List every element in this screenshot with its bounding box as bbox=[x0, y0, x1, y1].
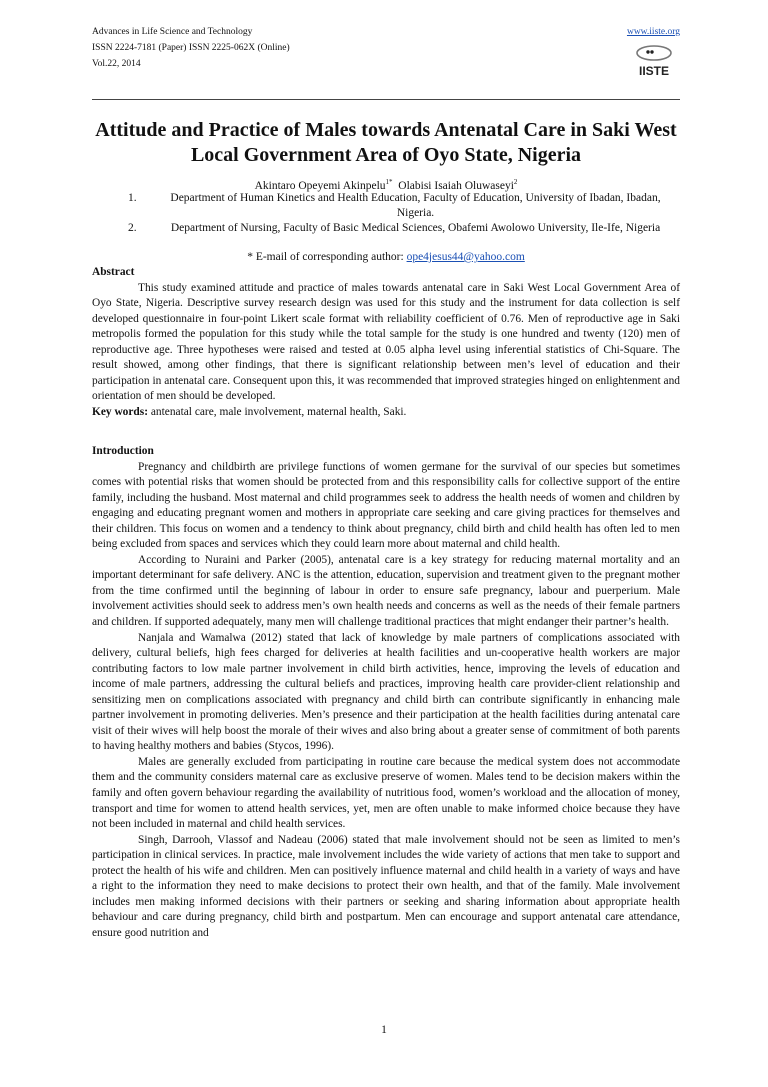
logo-text: IISTE bbox=[638, 64, 670, 78]
iiste-logo bbox=[614, 44, 678, 80]
intro-paragraph-1: Pregnancy and childbirth are privilege functions of women germane for the survival of our species but sometimes comes with potential risks that women should be protected from and this responsibility calls for collective support of the entire family, including the husband. Most maternal and child programmes seek to address the health needs of women and children by engaging and educating pregnant women and mothers in appropriate care seeking and care giving practices for themselves and their children. This focus on women and a tendency to think about pregnancy, child birth and child health has often led to men being excluded from spaces and services which they could learn more about maternal and child health. bbox=[92, 460, 680, 551]
paper-title: Attitude and Practice of Males towards Antenatal Care in Saki West Local Government Area of Oyo State, Nigeria bbox=[95, 119, 677, 166]
affiliation-2-text: Department of Nursing, Faculty of Basic Medical Sciences, Obafemi Awolowo University, Ile-Ife, Nigeria bbox=[170, 222, 661, 234]
email-link[interactable]: ope4jesus44@yahoo.com bbox=[406, 251, 525, 263]
author-2-name: Olabisi Isaiah Oluwaseyi bbox=[398, 179, 514, 192]
header-divider bbox=[92, 99, 680, 100]
journal-issn: ISSN 2224-7181 (Paper) ISSN 2225-062X (Online) bbox=[92, 43, 290, 53]
intro-paragraph-2: According to Nuraini and Parker (2005), antenatal care is a key strategy for reducing maternal mortality and an important determinant for safe delivery. ANC is the attention, education, supervision and treatment given to the pregnant mother from the time confirmed until the beginning of labour in order to ensure safe pregnancy, labour and puerperium. Male involvement activities should seek to address men’s own health needs and concerns as well as the needs of their female partners and children. If supported adequately, many men will challenge traditional practices that might endanger their partner’s health. bbox=[92, 553, 680, 629]
affiliation-1 bbox=[92, 191, 680, 221]
affiliation-2 bbox=[92, 221, 680, 236]
intro-paragraph-5: Singh, Darrooh, Vlassof and Nadeau (2006) stated that male involvement should not be seen as limited to men’s participation in clinical services. In practice, male involvement includes the wide variety of actions that men take to support and protect the health of his wife and children. Men can positively influence maternal and child health in a variety of ways and have a right to the information they need to make decisions to protect their own health, and that of the family. Male involvement includes men making informed decisions with their partners or seeking and sharing information about appropriate health behaviour and care during pregnancy, child birth and postpartum. Men can encourage and support antenatal care attendance, ensure good nutrition and bbox=[92, 833, 680, 939]
journal-url-link[interactable]: www.iiste.org bbox=[626, 27, 680, 37]
author-1-name: Akintaro Opeyemi Akinpelu bbox=[254, 179, 386, 192]
email-label: * E-mail of corresponding author: bbox=[247, 251, 404, 263]
introduction-section bbox=[92, 444, 680, 942]
keywords-line bbox=[92, 405, 680, 421]
author-2-marker: 2 bbox=[513, 178, 518, 186]
affiliation-1-text: Department of Human Kinetics and Health Education, Faculty of Education, University of Ibadan, Ibadan, Nigeria. bbox=[170, 192, 661, 219]
abstract-heading: Abstract bbox=[92, 266, 135, 278]
affiliation-2-number: 2. bbox=[128, 222, 137, 234]
journal-volume: Vol.22, 2014 bbox=[92, 59, 141, 69]
author-1-marker: 1* bbox=[385, 178, 393, 186]
keywords-text: antenatal care, male involvement, maternal health, Saki. bbox=[150, 405, 407, 418]
page-number: 1 bbox=[381, 1024, 387, 1036]
keywords-label: Key words: bbox=[92, 405, 148, 418]
intro-paragraph-4: Males are generally excluded from participating in routine care because the medical system does not accommodate them and the community considers maternal care as exclusive preserve of women. Males tend to be decision makers within the family and often govern behaviour regarding the availability of nutritious food, women’s workload and the allocation of money, transport and time for women to attend health services, yet, men are often unable to make informed choice because they have not been included in maternal and child health services. bbox=[92, 755, 680, 831]
corresponding-email bbox=[92, 250, 680, 265]
affiliation-1-number: 1. bbox=[128, 192, 137, 204]
journal-header bbox=[92, 24, 680, 72]
journal-name: Advances in Life Science and Technology bbox=[92, 27, 253, 37]
intro-paragraph-3: Nanjala and Wamalwa (2012) stated that lack of knowledge by male partners of complications associated with delivery, cultural beliefs, high fees charged for deliveries at health facilities and un-cooperative health workers are major contributing factors to low male partner involvement in child birth activities, hence, improving the levels of education and income of male partners, addressing the cultural beliefs and practices, improving health care provider-client relationship and sensitizing men on complications associated with pregnancy and child birth can contribute significantly in enhancing male partner involvement in promoting deliveries. Men’s presence and their participation at the health facilities during antenatal care visit of their wives will help boost the morale of their wives and also bring about a greater sense of commitment of both parents to having healthy mothers and babies (Stycos, 1996). bbox=[92, 631, 680, 753]
introduction-heading: Introduction bbox=[92, 445, 154, 457]
abstract-section bbox=[92, 265, 680, 420]
abstract-text: This study examined attitude and practice of males towards antenatal care in Saki West Local Government Area of Oyo State, Nigeria. Descriptive survey research design was used for this study and the instrument for data collection is self developed questionnaire in four-point Likert scale format with reliability coefficient of 0.76. Men of reproductive age in Saki metropolis formed the population for this study while the total sample for the study is one hundred and twenty (120) men of reproductive age. Three hypotheses were raised and tested at 0.05 alpha level using inferential statistics of Chi-Square. The result showed, among other findings, that there is significant relationship between men’s level of education and their participation in antenatal care. Consequent upon this, it was recommended that improved strategies hinged on enlightenment and orientation of men should be developed. bbox=[92, 281, 680, 403]
